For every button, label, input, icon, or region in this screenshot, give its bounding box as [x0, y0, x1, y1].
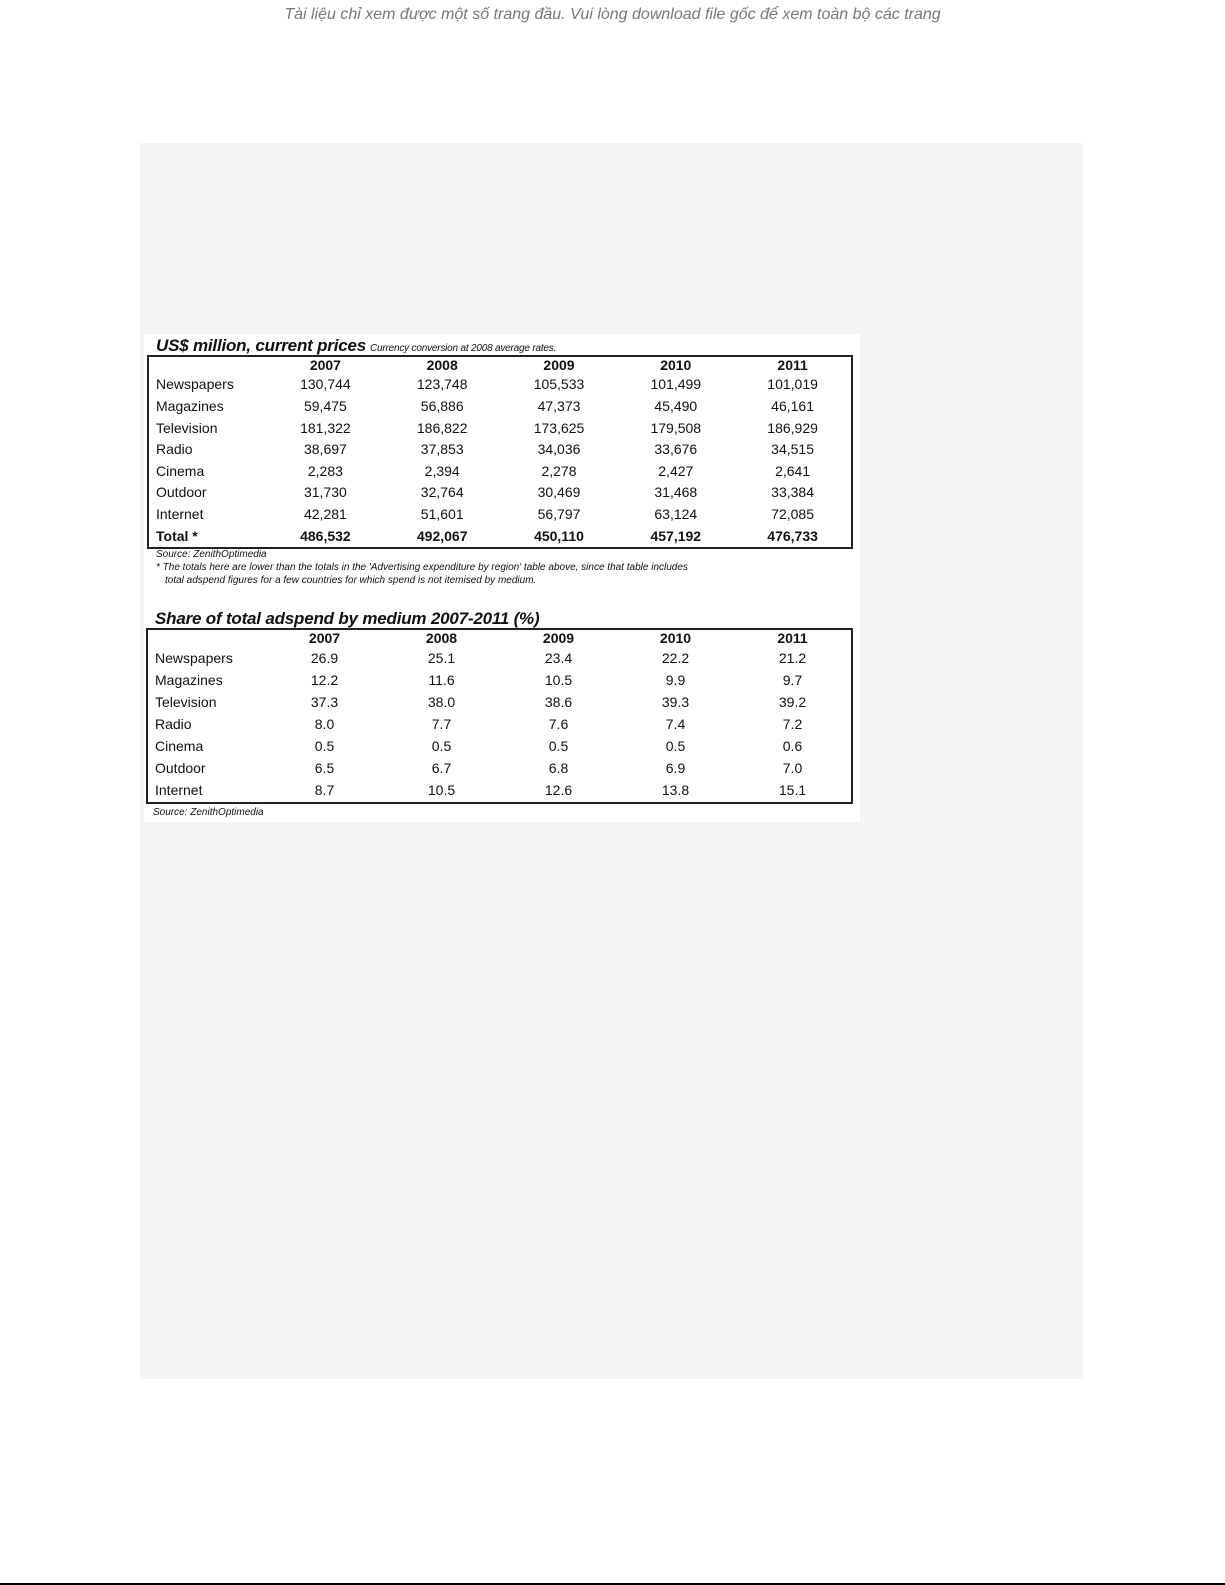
- table-cell: 51,601: [420, 506, 464, 523]
- table1-header-cell: 2008: [426, 357, 458, 373]
- table1-header-cell: 2007: [309, 357, 341, 373]
- table-row: [149, 439, 851, 461]
- table-cell: 7.4: [665, 715, 686, 732]
- table-cell: 2,427: [658, 462, 694, 479]
- table-cell: 0.5: [314, 738, 335, 755]
- row-label: Total *: [156, 527, 198, 544]
- table-row: [149, 396, 851, 418]
- table-cell: 486,532: [300, 527, 351, 544]
- table-cell: 2,278: [541, 462, 577, 479]
- row-label: Newspapers: [155, 649, 233, 666]
- table-cell: 26.9: [310, 649, 339, 666]
- table2-header-cell: 2010: [659, 630, 692, 646]
- table-cell: 7.6: [548, 715, 569, 732]
- row-label: Radio: [155, 715, 192, 732]
- table-cell: 123,748: [416, 376, 468, 393]
- table-cell: 21.2: [778, 649, 807, 666]
- table-cell: 105,533: [533, 376, 585, 393]
- table-cell: 10.5: [427, 782, 456, 799]
- table-row: [149, 504, 851, 526]
- table-row: [148, 691, 851, 713]
- table-cell: 6.7: [431, 760, 452, 777]
- share-table: [146, 628, 853, 804]
- row-label: Cinema: [155, 738, 204, 755]
- table-cell: 10.5: [544, 671, 573, 688]
- table-cell: 38.6: [544, 693, 573, 710]
- table-cell: 9.9: [665, 671, 686, 688]
- table-row: [148, 713, 851, 735]
- table-cell: 450,110: [534, 527, 584, 544]
- table-cell: 56,886: [420, 397, 464, 414]
- table-cell: 38,697: [303, 441, 347, 458]
- table1-header-cell: 2009: [543, 357, 575, 373]
- table-cell: 186,822: [416, 419, 468, 436]
- table-cell: 2,283: [307, 462, 343, 479]
- table-cell: 0.5: [548, 738, 569, 755]
- table2-header-cell: [148, 630, 266, 647]
- table1-footnote-line2: total adspend figures for a few countries for which spend is not itemised by medium.: [165, 575, 537, 586]
- table-cell: 25.1: [427, 649, 456, 666]
- total-row: [149, 525, 851, 547]
- table-row: [148, 736, 851, 758]
- table-cell: 39.3: [661, 693, 690, 710]
- table-cell: 6.5: [314, 760, 335, 777]
- table-cell: 72,085: [771, 506, 814, 523]
- table1-title-text: US$ million, current prices: [156, 336, 366, 355]
- table-cell: 47,373: [537, 397, 581, 414]
- table2-header-cell: 2008: [425, 630, 458, 646]
- row-label: Cinema: [156, 462, 205, 479]
- table-cell: 13.8: [661, 782, 690, 799]
- table-cell: 7.0: [782, 760, 803, 777]
- table-cell: 22.2: [661, 649, 690, 666]
- table1-header-cell: [149, 357, 267, 374]
- table-row: [148, 669, 851, 691]
- table2-header-cell: 2011: [777, 630, 808, 646]
- table-row: [148, 780, 851, 802]
- table2-header-cell: 2007: [308, 630, 341, 646]
- scanned-figure: [144, 334, 860, 822]
- table-row: [149, 482, 851, 504]
- table1-header-cell: 2011: [777, 357, 808, 373]
- table-cell: 101,499: [650, 376, 702, 393]
- row-label: Newspapers: [156, 376, 234, 393]
- table-cell: 30,469: [537, 484, 581, 501]
- preview-notice: Tài liệu chỉ xem được một số trang đầu. Vui lòng download file gốc để xem toàn bộ các trang: [284, 6, 941, 23]
- table1-header-row: [149, 357, 851, 374]
- table1-source: Source: ZenithOptimedia: [156, 549, 267, 560]
- table2-header-cell: 2009: [542, 630, 575, 646]
- row-label: Outdoor: [155, 760, 206, 777]
- table-cell: 101,019: [767, 376, 818, 393]
- table-cell: 492,067: [416, 527, 468, 544]
- table-cell: 45,490: [654, 397, 698, 414]
- table-cell: 59,475: [303, 397, 347, 414]
- table-cell: 6.8: [548, 760, 569, 777]
- table-cell: 33,384: [771, 484, 814, 501]
- table-cell: 130,744: [300, 376, 351, 393]
- table-cell: 15.1: [778, 782, 807, 799]
- row-label: Outdoor: [156, 484, 207, 501]
- row-label: Magazines: [156, 397, 224, 414]
- row-label: Magazines: [155, 671, 223, 688]
- table-cell: 46,161: [771, 397, 814, 414]
- table-cell: 8.7: [314, 782, 335, 799]
- table-cell: 476,733: [767, 527, 818, 544]
- table-cell: 39.2: [778, 693, 807, 710]
- table-cell: 2,394: [424, 462, 460, 479]
- table-cell: 37,853: [420, 441, 464, 458]
- table-row: [148, 758, 851, 780]
- table-cell: 9.7: [782, 671, 803, 688]
- table-cell: 11.6: [428, 671, 455, 688]
- row-label: Internet: [155, 782, 203, 799]
- table1-title: [156, 336, 556, 356]
- table-cell: 7.2: [782, 715, 803, 732]
- row-label: Internet: [156, 506, 204, 523]
- table-cell: 457,192: [650, 527, 702, 544]
- table-cell: 56,797: [537, 506, 581, 523]
- table-cell: 34,515: [771, 441, 814, 458]
- table-cell: 0.6: [782, 738, 803, 755]
- table-cell: 37.3: [310, 693, 339, 710]
- table-cell: 38.0: [427, 693, 456, 710]
- table-cell: 42,281: [303, 506, 347, 523]
- table-row: [149, 461, 851, 483]
- table-row: [148, 647, 851, 669]
- row-label: Television: [156, 419, 218, 436]
- table1-footnote: [156, 561, 850, 587]
- table-cell: 179,508: [650, 419, 702, 436]
- table-cell: 12.2: [310, 671, 339, 688]
- table-cell: 8.0: [314, 715, 335, 732]
- table-row: [149, 374, 851, 396]
- table1-subtitle: Currency conversion at 2008 average rates.: [370, 343, 557, 354]
- table-row: [149, 417, 851, 439]
- table1-footnote-line1: * The totals here are lower than the totals in the 'Advertising expenditure by region' table above, since that table includes: [156, 562, 688, 573]
- table-cell: 173,625: [533, 419, 585, 436]
- table-cell: 12.6: [544, 782, 573, 799]
- table-cell: 31,730: [303, 484, 347, 501]
- table-cell: 0.5: [431, 738, 452, 755]
- table-cell: 32,764: [420, 484, 464, 501]
- table1-header-cell: 2010: [660, 357, 692, 373]
- table-cell: 0.5: [665, 738, 686, 755]
- row-label: Television: [155, 693, 217, 710]
- table2-title: Share of total adspend by medium 2007-2011 (%): [155, 609, 540, 628]
- table2-source: Source: ZenithOptimedia: [153, 807, 264, 818]
- row-label: Radio: [156, 441, 193, 458]
- adspend-table: [147, 355, 853, 549]
- table2-header-row: [148, 630, 851, 647]
- table-cell: 34,036: [537, 441, 581, 458]
- table-cell: 33,676: [654, 441, 698, 458]
- table-cell: 7.7: [431, 715, 452, 732]
- table-cell: 186,929: [767, 419, 818, 436]
- table-cell: 181,322: [300, 419, 351, 436]
- table-cell: 63,124: [654, 506, 698, 523]
- table-cell: 31,468: [654, 484, 698, 501]
- table-cell: 23.4: [544, 649, 573, 666]
- table-cell: 6.9: [665, 760, 686, 777]
- table-cell: 2,641: [775, 462, 811, 479]
